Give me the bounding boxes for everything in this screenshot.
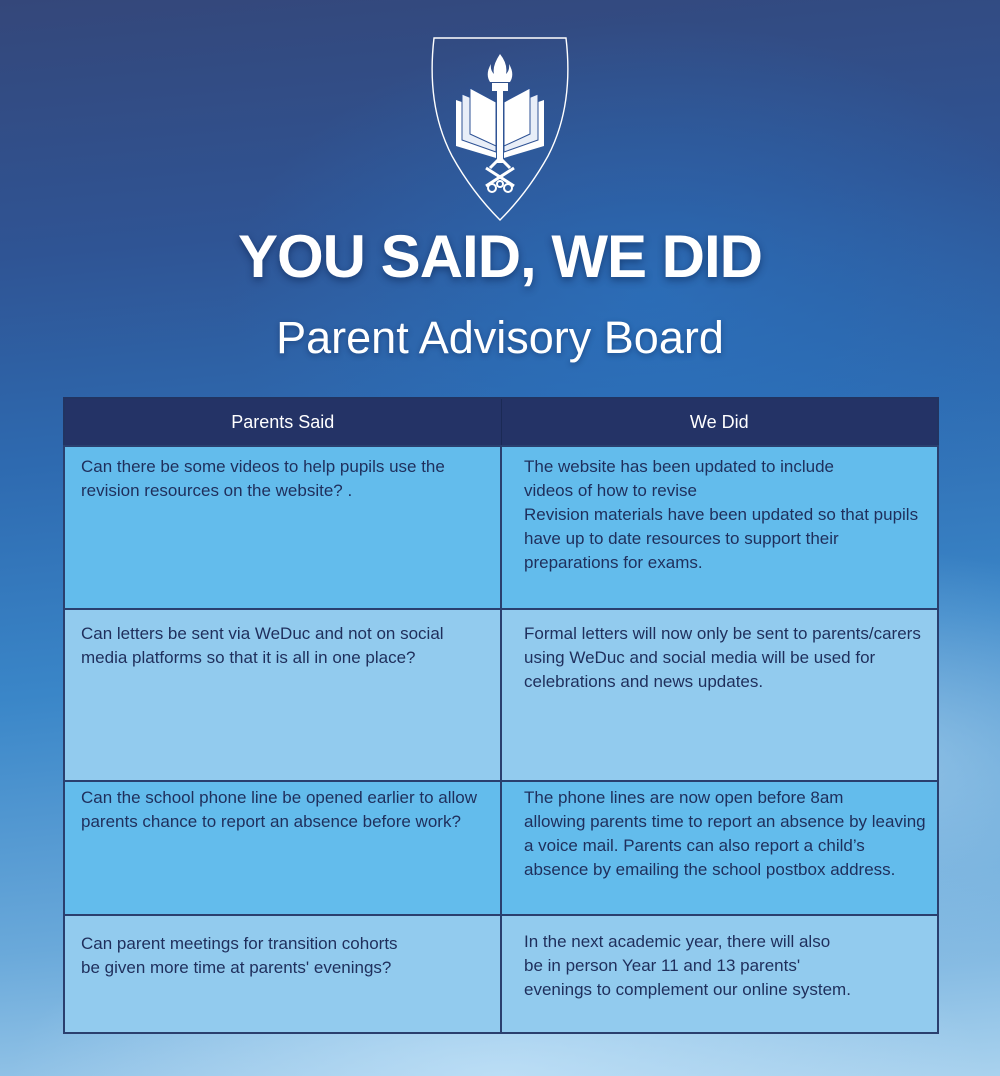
we-did-text: Formal letters will now only be sent to parents/carers using WeDuc and social media will be used for celebrations and news updates. xyxy=(524,624,921,691)
page-title: YOU SAID, WE DID xyxy=(237,223,763,290)
parents-said-text: Can the school phone line be opened earlier to allow parents chance to report an absence before work? xyxy=(81,788,477,831)
parents-said-text: Can parent meetings for transition cohorts be given more time at parents' evenings? xyxy=(81,934,398,977)
table-row xyxy=(64,446,938,609)
column-header-parents-said: Parents Said xyxy=(64,398,501,446)
table-row xyxy=(64,781,938,915)
parents-said-text: Can there be some videos to help pupils use the revision resources on the website? . xyxy=(81,457,445,500)
parents-said-cell xyxy=(64,781,501,915)
we-did-text: The website has been updated to include videos of how to revise Revision materials have been updated so that pupils have up to date resources to support their preparations for exams. xyxy=(524,457,919,572)
table-header-row xyxy=(64,398,938,446)
we-did-text: In the next academic year, there will also be in person Year 11 and 13 parents' evenings to complement our online system. xyxy=(524,932,851,999)
school-crest-icon xyxy=(430,36,570,222)
column-header-we-did: We Did xyxy=(501,398,938,446)
table-row xyxy=(64,915,938,1033)
we-did-cell xyxy=(501,609,938,781)
parents-said-cell xyxy=(64,446,501,609)
we-did-text: The phone lines are now open before 8am allowing parents time to report an absence by leaving a voice mail. Parents can also report a child’s absence by emailing the school postbox address. xyxy=(524,788,926,879)
we-did-cell xyxy=(501,915,938,1033)
we-did-cell xyxy=(501,446,938,609)
we-did-cell xyxy=(501,781,938,915)
parents-said-cell xyxy=(64,915,501,1033)
parents-said-cell xyxy=(64,609,501,781)
parents-said-text: Can letters be sent via WeDuc and not on social media platforms so that it is all in one place? xyxy=(81,624,444,667)
you-said-we-did-table xyxy=(63,397,939,1034)
table-row xyxy=(64,609,938,781)
page-subtitle: Parent Advisory Board xyxy=(276,312,724,363)
